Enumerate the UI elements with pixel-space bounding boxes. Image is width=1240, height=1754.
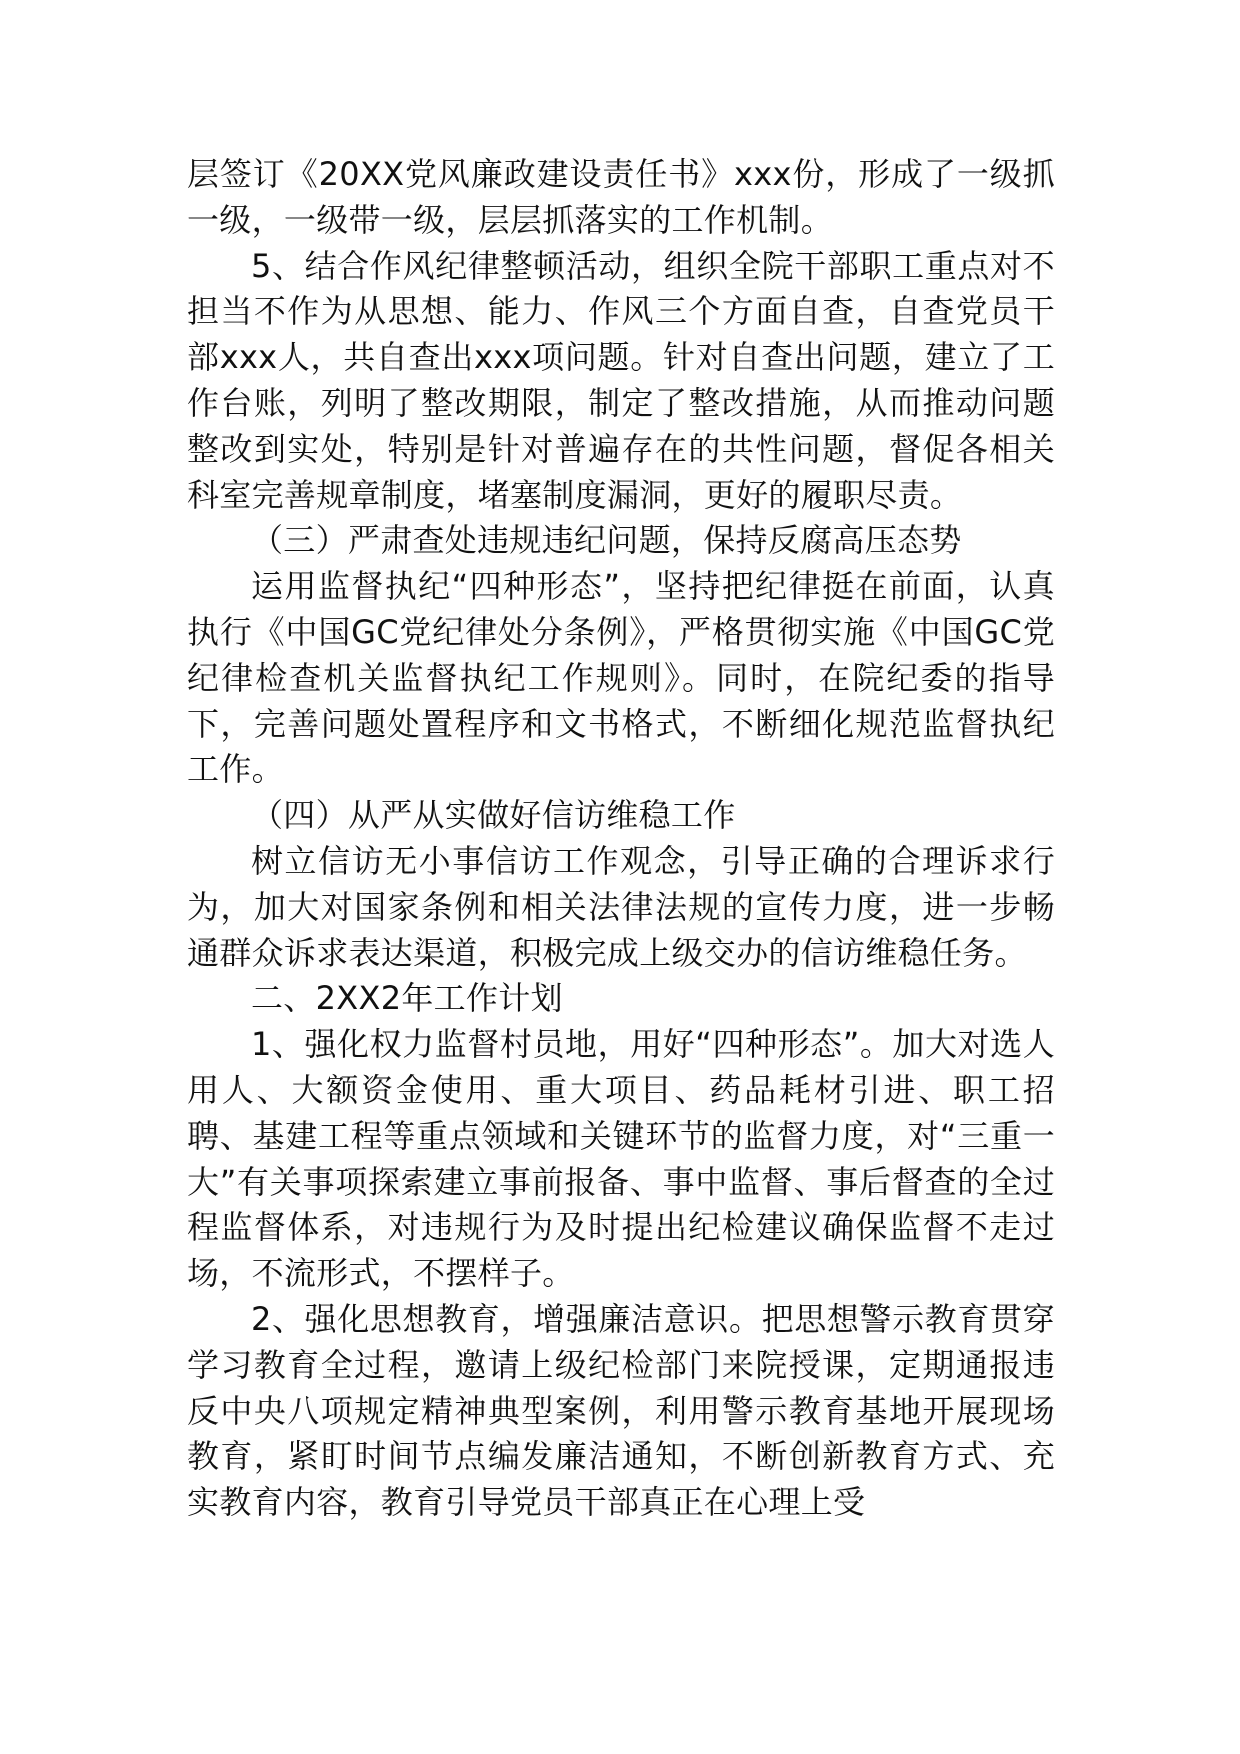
section-heading-work-plan: 二、2XX2年工作计划: [251, 979, 563, 1018]
document-body: [187, 152, 1055, 1526]
paragraph-item-5: 5、结合作风纪律整顿活动，组织全院干部职工重点对不担当不作为从思想、能力、作风三个方面自查，自查党员干部xxx人，共自查出xxx项问题。针对自查出问题，建立了工作台账，列明了整改期限，制定了整改措施，从而推动问题整改到实处，特别是针对普遍存在的共性问题，督促各相关科室完善规章制度，堵塞制度漏洞，更好的履职尽责。: [187, 246, 1055, 514]
paragraph-section-4: 树立信访无小事信访工作观念，引导正确的合理诉求行为，加大对国家条例和相关法律法规的宣传力度，进一步畅通群众诉求表达渠道，积极完成上级交办的信访维稳任务。: [187, 841, 1055, 972]
paragraph-plan-1: 1、强化权力监督村员地，用好“四种形态”。加大对选人用人、大额资金使用、重大项目、药品耗材引进、职工招聘、基建工程等重点领域和关键环节的监督力度，对“三重一大”有关事项探索建立事前报备、事中监督、事后督查的全过程监督体系，对违规行为及时提出纪检建议确保监督不走过场，不流形式，不摆样子。: [187, 1025, 1055, 1293]
paragraph-continuation: 层签订《20XX党风廉政建设责任书》xxx份，形成了一级抓一级，一级带一级，层层抓落实的工作机制。: [187, 155, 1055, 239]
section-heading-4: （四）从严从实做好信访维稳工作: [251, 796, 736, 835]
paragraph-plan-2: 2、强化思想教育，增强廉洁意识。把思想警示教育贯穿学习教育全过程，邀请上级纪检部门来院授课，定期通报违反中央八项规定精神典型案例，利用警示教育基地开展现场教育，紧盯时间节点编发廉洁通知，不断创新教育方式、充实教育内容，教育引导党员干部真正在心理上受: [187, 1299, 1055, 1522]
section-heading-3: （三）严肃查处违规违纪问题，保持反腐高压态势: [251, 521, 962, 560]
paragraph-section-3: 运用监督执纪“四种形态”，坚持把纪律挺在前面，认真执行《中国GC党纪律处分条例》，严格贯彻实施《中国GC党纪律检查机关监督执纪工作规则》。同时，在院纪委的指导下，完善问题处置程序和文书格式，不断细化规范监督执纪工作。: [187, 567, 1055, 789]
